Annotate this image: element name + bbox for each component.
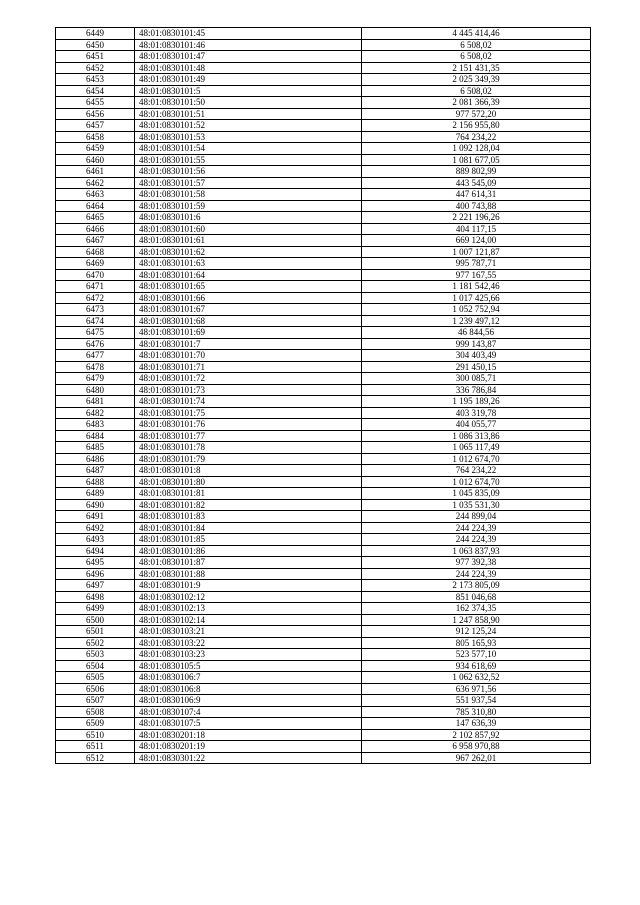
row-number-cell: 6454 (56, 85, 135, 97)
cadastral-value-cell: 1 063 837,93 (362, 545, 591, 557)
cadastral-number-cell: 48:01:0830101:46 (135, 39, 362, 51)
cadastral-number-cell: 48:01:0830101:71 (135, 361, 362, 373)
table-row (56, 649, 591, 661)
cadastral-number-cell: 48:01:0830101:66 (135, 292, 362, 304)
row-number-cell: 6468 (56, 246, 135, 258)
cadastral-number-cell: 48:01:0830101:80 (135, 476, 362, 488)
cadastral-value-cell: 977 392,38 (362, 557, 591, 569)
table-row (56, 292, 591, 304)
cadastral-value-cell: 244 224,39 (362, 534, 591, 546)
table-row (56, 488, 591, 500)
cadastral-value-cell: 1 086 313,86 (362, 430, 591, 442)
row-number-cell: 6461 (56, 166, 135, 178)
table-row (56, 752, 591, 764)
row-number-cell: 6496 (56, 568, 135, 580)
table-row (56, 442, 591, 454)
row-number-cell: 6506 (56, 683, 135, 695)
cadastral-value-cell: 244 224,39 (362, 522, 591, 534)
cadastral-value-cell: 46 844,56 (362, 327, 591, 339)
cadastral-value-cell: 6 508,02 (362, 51, 591, 63)
table-row (56, 568, 591, 580)
table-row (56, 522, 591, 534)
table-row (56, 465, 591, 477)
cadastral-number-cell: 48:01:0830103:21 (135, 626, 362, 638)
cadastral-value-cell: 934 618,69 (362, 660, 591, 672)
cadastral-number-cell: 48:01:0830101:60 (135, 223, 362, 235)
table-row (56, 591, 591, 603)
cadastral-value-cell: 912 125,24 (362, 626, 591, 638)
row-number-cell: 6462 (56, 177, 135, 189)
table-row (56, 729, 591, 741)
row-number-cell: 6449 (56, 28, 135, 40)
cadastral-number-cell: 48:01:0830101:59 (135, 200, 362, 212)
row-number-cell: 6482 (56, 407, 135, 419)
table-row (56, 327, 591, 339)
table-row (56, 453, 591, 465)
cadastral-value-cell: 300 085,71 (362, 373, 591, 385)
table-row (56, 534, 591, 546)
cadastral-number-cell: 48:01:0830105:5 (135, 660, 362, 672)
cadastral-value-cell: 2 156 955,80 (362, 120, 591, 132)
cadastral-value-cell: 403 319,78 (362, 407, 591, 419)
table-row (56, 189, 591, 201)
cadastral-value-cell: 2 102 857,92 (362, 729, 591, 741)
row-number-cell: 6485 (56, 442, 135, 454)
row-number-cell: 6469 (56, 258, 135, 270)
row-number-cell: 6472 (56, 292, 135, 304)
cadastral-number-cell: 48:01:0830106:7 (135, 672, 362, 684)
cadastral-number-cell: 48:01:0830101:53 (135, 131, 362, 143)
cadastral-value-cell: 1 195 189,26 (362, 396, 591, 408)
cadastral-number-cell: 48:01:0830107:4 (135, 706, 362, 718)
cadastral-value-cell: 764 234,22 (362, 131, 591, 143)
cadastral-number-cell: 48:01:0830101:76 (135, 419, 362, 431)
row-number-cell: 6505 (56, 672, 135, 684)
cadastral-number-cell: 48:01:0830101:72 (135, 373, 362, 385)
cadastral-value-cell: 6 508,02 (362, 39, 591, 51)
table-row (56, 269, 591, 281)
row-number-cell: 6470 (56, 269, 135, 281)
table-row (56, 177, 591, 189)
table-row (56, 120, 591, 132)
cadastral-value-cell: 1 045 835,09 (362, 488, 591, 500)
cadastral-number-cell: 48:01:0830101:47 (135, 51, 362, 63)
table-row (56, 741, 591, 753)
table-row (56, 626, 591, 638)
table-row (56, 545, 591, 557)
table-row (56, 373, 591, 385)
row-number-cell: 6495 (56, 557, 135, 569)
row-number-cell: 6483 (56, 419, 135, 431)
table-row (56, 154, 591, 166)
cadastral-value-cell: 551 937,54 (362, 695, 591, 707)
row-number-cell: 6503 (56, 649, 135, 661)
cadastral-value-cell: 1 065 117,49 (362, 442, 591, 454)
cadastral-number-cell: 48:01:0830101:6 (135, 212, 362, 224)
row-number-cell: 6509 (56, 718, 135, 730)
cadastral-value-cell: 805 165,93 (362, 637, 591, 649)
cadastral-value-cell: 404 117,15 (362, 223, 591, 235)
cadastral-value-cell: 447 614,31 (362, 189, 591, 201)
cadastral-number-cell: 48:01:0830101:62 (135, 246, 362, 258)
cadastral-value-cell: 2 173 805,09 (362, 580, 591, 592)
row-number-cell: 6458 (56, 131, 135, 143)
row-number-cell: 6481 (56, 396, 135, 408)
cadastral-number-cell: 48:01:0830101:87 (135, 557, 362, 569)
row-number-cell: 6504 (56, 660, 135, 672)
table-row (56, 304, 591, 316)
table-body (56, 28, 591, 764)
row-number-cell: 6477 (56, 350, 135, 362)
row-number-cell: 6452 (56, 62, 135, 74)
cadastral-value-cell: 1 239 497,12 (362, 315, 591, 327)
cadastral-number-cell: 48:01:0830107:5 (135, 718, 362, 730)
cadastral-number-cell: 48:01:0830106:9 (135, 695, 362, 707)
cadastral-value-cell: 244 224,39 (362, 568, 591, 580)
cadastral-value-cell: 443 545,09 (362, 177, 591, 189)
cadastral-value-cell: 1 035 531,30 (362, 499, 591, 511)
table-row (56, 706, 591, 718)
row-number-cell: 6494 (56, 545, 135, 557)
cadastral-number-cell: 48:01:0830101:63 (135, 258, 362, 270)
row-number-cell: 6455 (56, 97, 135, 109)
cadastral-value-cell: 1 247 858,90 (362, 614, 591, 626)
row-number-cell: 6487 (56, 465, 135, 477)
cadastral-value-cell: 523 577,10 (362, 649, 591, 661)
cadastral-value-cell: 1 012 674,70 (362, 453, 591, 465)
cadastral-value-cell: 1 062 632,52 (362, 672, 591, 684)
cadastral-value-cell: 336 786,84 (362, 384, 591, 396)
table-row (56, 672, 591, 684)
row-number-cell: 6493 (56, 534, 135, 546)
cadastral-number-cell: 48:01:0830101:84 (135, 522, 362, 534)
cadastral-value-cell: 1 007 121,87 (362, 246, 591, 258)
row-number-cell: 6463 (56, 189, 135, 201)
row-number-cell: 6511 (56, 741, 135, 753)
cadastral-number-cell: 48:01:0830101:83 (135, 511, 362, 523)
cadastral-value-cell: 995 787,71 (362, 258, 591, 270)
table-row (56, 131, 591, 143)
table-row (56, 476, 591, 488)
table-row (56, 281, 591, 293)
row-number-cell: 6478 (56, 361, 135, 373)
table-row (56, 39, 591, 51)
cadastral-number-cell: 48:01:0830101:5 (135, 85, 362, 97)
row-number-cell: 6457 (56, 120, 135, 132)
cadastral-value-cell: 967 262,01 (362, 752, 591, 764)
row-number-cell: 6512 (56, 752, 135, 764)
row-number-cell: 6492 (56, 522, 135, 534)
row-number-cell: 6467 (56, 235, 135, 247)
cadastral-value-cell: 1 052 752,94 (362, 304, 591, 316)
row-number-cell: 6464 (56, 200, 135, 212)
row-number-cell: 6460 (56, 154, 135, 166)
row-number-cell: 6500 (56, 614, 135, 626)
cadastral-value-cell: 1 081 677,05 (362, 154, 591, 166)
cadastral-number-cell: 48:01:0830101:54 (135, 143, 362, 155)
cadastral-number-cell: 48:01:0830101:57 (135, 177, 362, 189)
cadastral-number-cell: 48:01:0830102:14 (135, 614, 362, 626)
table-row (56, 62, 591, 74)
row-number-cell: 6453 (56, 74, 135, 86)
table-row (56, 246, 591, 258)
row-number-cell: 6489 (56, 488, 135, 500)
cadastral-number-cell: 48:01:0830101:69 (135, 327, 362, 339)
row-number-cell: 6473 (56, 304, 135, 316)
cadastral-number-cell: 48:01:0830101:7 (135, 338, 362, 350)
cadastral-number-cell: 48:01:0830101:48 (135, 62, 362, 74)
cadastral-number-cell: 48:01:0830101:8 (135, 465, 362, 477)
cadastral-value-cell: 6 508,02 (362, 85, 591, 97)
row-number-cell: 6499 (56, 603, 135, 615)
cadastral-number-cell: 48:01:0830103:22 (135, 637, 362, 649)
cadastral-value-cell: 1 017 425,66 (362, 292, 591, 304)
row-number-cell: 6498 (56, 591, 135, 603)
table-row (56, 430, 591, 442)
table-row (56, 407, 591, 419)
table-row (56, 419, 591, 431)
cadastral-number-cell: 48:01:0830106:8 (135, 683, 362, 695)
cadastral-number-cell: 48:01:0830101:58 (135, 189, 362, 201)
cadastral-number-cell: 48:01:0830101:74 (135, 396, 362, 408)
cadastral-number-cell: 48:01:0830101:86 (135, 545, 362, 557)
cadastral-number-cell: 48:01:0830101:51 (135, 108, 362, 120)
table-row (56, 499, 591, 511)
cadastral-value-cell: 147 636,39 (362, 718, 591, 730)
table-row (56, 338, 591, 350)
cadastral-value-cell: 404 055,77 (362, 419, 591, 431)
row-number-cell: 6497 (56, 580, 135, 592)
cadastral-number-cell: 48:01:0830101:9 (135, 580, 362, 592)
row-number-cell: 6450 (56, 39, 135, 51)
cadastral-value-cell: 1 012 674,70 (362, 476, 591, 488)
cadastral-number-cell: 48:01:0830101:77 (135, 430, 362, 442)
table-row (56, 695, 591, 707)
row-number-cell: 6510 (56, 729, 135, 741)
row-number-cell: 6507 (56, 695, 135, 707)
row-number-cell: 6491 (56, 511, 135, 523)
cadastral-number-cell: 48:01:0830101:45 (135, 28, 362, 40)
table-row (56, 212, 591, 224)
cadastral-number-cell: 48:01:0830101:75 (135, 407, 362, 419)
row-number-cell: 6480 (56, 384, 135, 396)
table-row (56, 223, 591, 235)
cadastral-value-cell: 244 899,04 (362, 511, 591, 523)
table-row (56, 74, 591, 86)
cadastral-number-cell: 48:01:0830101:64 (135, 269, 362, 281)
cadastral-number-cell: 48:01:0830301:22 (135, 752, 362, 764)
table-row (56, 350, 591, 362)
table-row (56, 580, 591, 592)
cadastral-number-cell: 48:01:0830101:50 (135, 97, 362, 109)
cadastral-value-cell: 2 221 196,26 (362, 212, 591, 224)
row-number-cell: 6501 (56, 626, 135, 638)
cadastral-number-cell: 48:01:0830101:49 (135, 74, 362, 86)
cadastral-value-cell: 999 143,87 (362, 338, 591, 350)
cadastral-number-cell: 48:01:0830101:79 (135, 453, 362, 465)
cadastral-number-cell: 48:01:0830101:56 (135, 166, 362, 178)
cadastral-value-cell: 636 971,56 (362, 683, 591, 695)
table-row (56, 557, 591, 569)
cadastral-value-cell: 6 958 970,88 (362, 741, 591, 753)
row-number-cell: 6486 (56, 453, 135, 465)
cadastral-number-cell: 48:01:0830101:68 (135, 315, 362, 327)
row-number-cell: 6471 (56, 281, 135, 293)
cadastral-value-cell: 162 374,35 (362, 603, 591, 615)
table-row (56, 315, 591, 327)
row-number-cell: 6488 (56, 476, 135, 488)
cadastral-value-cell: 977 167,55 (362, 269, 591, 281)
cadastral-number-cell: 48:01:0830101:81 (135, 488, 362, 500)
row-number-cell: 6490 (56, 499, 135, 511)
table-row (56, 143, 591, 155)
table-row (56, 637, 591, 649)
cadastral-value-cell: 2 081 366,39 (362, 97, 591, 109)
cadastral-number-cell: 48:01:0830101:52 (135, 120, 362, 132)
cadastral-number-cell: 48:01:0830101:55 (135, 154, 362, 166)
cadastral-number-cell: 48:01:0830101:85 (135, 534, 362, 546)
table-row (56, 603, 591, 615)
table-row (56, 51, 591, 63)
cadastral-number-cell: 48:01:0830102:13 (135, 603, 362, 615)
cadastral-value-table (55, 27, 591, 764)
cadastral-value-cell: 2 151 431,35 (362, 62, 591, 74)
cadastral-number-cell: 48:01:0830201:19 (135, 741, 362, 753)
cadastral-number-cell: 48:01:0830101:82 (135, 499, 362, 511)
cadastral-value-cell: 785 310,80 (362, 706, 591, 718)
table-row (56, 718, 591, 730)
table-row (56, 235, 591, 247)
cadastral-value-cell: 2 025 349,39 (362, 74, 591, 86)
cadastral-value-cell: 4 445 414,46 (362, 28, 591, 40)
table-row (56, 361, 591, 373)
table-row (56, 614, 591, 626)
cadastral-value-cell: 400 743,88 (362, 200, 591, 212)
cadastral-value-cell: 304 403,49 (362, 350, 591, 362)
cadastral-number-cell: 48:01:0830101:67 (135, 304, 362, 316)
cadastral-value-cell: 669 124,00 (362, 235, 591, 247)
row-number-cell: 6502 (56, 637, 135, 649)
table-row (56, 384, 591, 396)
row-number-cell: 6451 (56, 51, 135, 63)
cadastral-number-cell: 48:01:0830201:18 (135, 729, 362, 741)
cadastral-number-cell: 48:01:0830102:12 (135, 591, 362, 603)
row-number-cell: 6484 (56, 430, 135, 442)
row-number-cell: 6476 (56, 338, 135, 350)
row-number-cell: 6475 (56, 327, 135, 339)
row-number-cell: 6465 (56, 212, 135, 224)
cadastral-value-cell: 851 046,68 (362, 591, 591, 603)
row-number-cell: 6459 (56, 143, 135, 155)
table-row (56, 97, 591, 109)
row-number-cell: 6479 (56, 373, 135, 385)
cadastral-number-cell: 48:01:0830101:88 (135, 568, 362, 580)
row-number-cell: 6456 (56, 108, 135, 120)
row-number-cell: 6474 (56, 315, 135, 327)
cadastral-number-cell: 48:01:0830101:61 (135, 235, 362, 247)
cadastral-value-cell: 889 802,99 (362, 166, 591, 178)
table-row (56, 85, 591, 97)
table-row (56, 108, 591, 120)
cadastral-number-cell: 48:01:0830101:65 (135, 281, 362, 293)
table-row (56, 511, 591, 523)
cadastral-number-cell: 48:01:0830103:23 (135, 649, 362, 661)
table-row (56, 200, 591, 212)
row-number-cell: 6508 (56, 706, 135, 718)
cadastral-number-cell: 48:01:0830101:70 (135, 350, 362, 362)
table-row (56, 683, 591, 695)
cadastral-value-cell: 764 234,22 (362, 465, 591, 477)
row-number-cell: 6466 (56, 223, 135, 235)
table-row (56, 28, 591, 40)
table-row (56, 258, 591, 270)
table-row (56, 166, 591, 178)
cadastral-value-cell: 977 572,20 (362, 108, 591, 120)
cadastral-value-cell: 1 092 128,04 (362, 143, 591, 155)
table-row (56, 396, 591, 408)
cadastral-value-cell: 1 181 542,46 (362, 281, 591, 293)
cadastral-value-cell: 291 450,15 (362, 361, 591, 373)
table-row (56, 660, 591, 672)
cadastral-number-cell: 48:01:0830101:73 (135, 384, 362, 396)
cadastral-number-cell: 48:01:0830101:78 (135, 442, 362, 454)
